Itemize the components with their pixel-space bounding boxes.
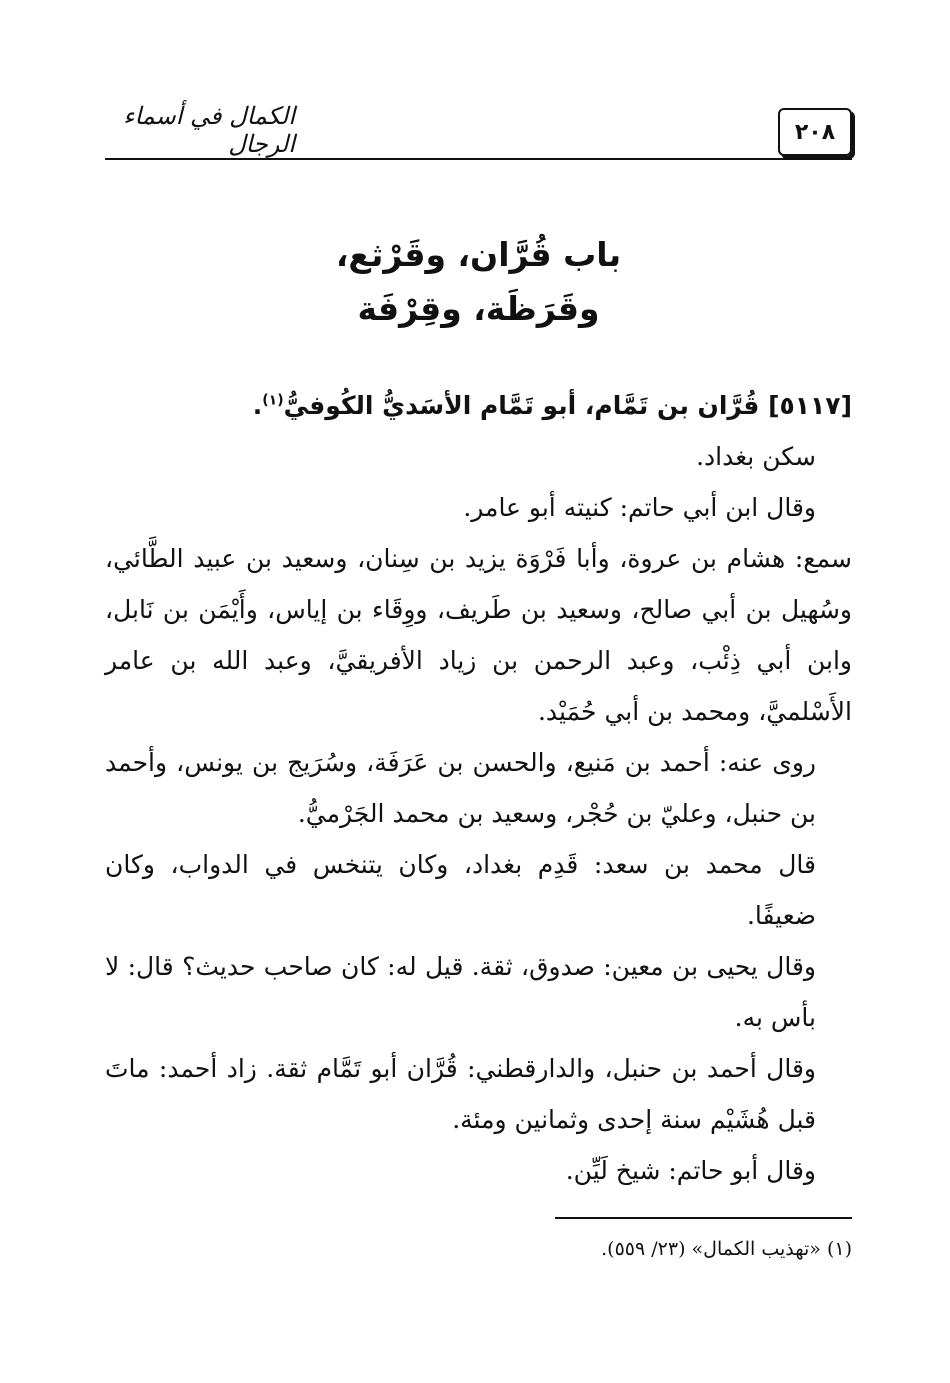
paragraph-ahmad: وقال أحمد بن حنبل، والدارقطني: قُرَّان أبو تَمَّام ثقة. زاد أحمد: ماتَ قبل هُشَيْم سنة إحدى وثمانين ومئة. — [105, 1054, 816, 1134]
footnote-divider — [555, 1217, 852, 1219]
entry-heading — [105, 380, 852, 431]
paragraph-ibn-saad: قال محمد بن سعد: قَدِم بغداد، وكان يتنخس في الدواب، وكان ضعيفًا. — [105, 850, 816, 930]
paragraph-abu-hatim: وقال أبو حاتم: شيخ لَيِّن. — [565, 1156, 816, 1185]
footnote-ref: (١) — [262, 392, 284, 409]
entry-number: [٥١١٧] — [768, 391, 852, 420]
paragraph-residence: سكن بغداد. — [696, 442, 816, 471]
paragraph-teachers: سمع: هشام بن عروة، وأبا فَرْوَة يزيد بن سِنان، وسعيد بن عبيد الطَّائي، وسُهيل بن أبي صالح، وسعيد بن طَريف، ووِقَاء بن إياس، وأَيْمَن بن نَابل، وابن أبي ذِئْب، وعبد الرحمن بن زياد الأفريقيَّ، وعبد الله بن عامر الأَسْلميَّ، ومحمد بن أبي حُمَيْد. — [105, 544, 852, 726]
paragraph-kunya: وقال ابن أبي حاتم: كنيته أبو عامر. — [463, 493, 816, 522]
page-number: ٢٠٨ — [778, 108, 852, 156]
chapter-title-line-1: باب قُرَّان، وقَرْثع، — [335, 235, 622, 274]
book-title-calligraphy: الكمال في أسماء الرجال — [123, 102, 295, 158]
chapter-title-line-2: وقَرَظَة، وقِرْفَة — [357, 289, 600, 328]
paragraph-students: روى عنه: أحمد بن مَنيع، والحسن بن عَرَفَة، وسُرَيج بن يونس، وأحمد بن حنبل، وعليّ بن حُجْر، وسعيد بن محمد الجَرْميُّ. — [105, 748, 816, 828]
header-divider — [105, 158, 852, 160]
entry-body — [105, 380, 852, 1196]
footnote: (١) «تهذيب الكمال» (٢٣/ ٥٥٩). — [601, 1238, 852, 1260]
chapter-title — [105, 228, 852, 336]
entry-heading-end: . — [252, 391, 263, 420]
paragraph-ibn-maeen: وقال يحيى بن معين: صدوق، ثقة. قيل له: كان صاحب حديث؟ قال: لا بأس به. — [105, 952, 816, 1032]
entry-name: قُرَّان بن تَمَّام، أبو تَمَّام الأسَديُّ الكُوفيُّ — [283, 391, 760, 420]
page-header — [105, 98, 852, 160]
